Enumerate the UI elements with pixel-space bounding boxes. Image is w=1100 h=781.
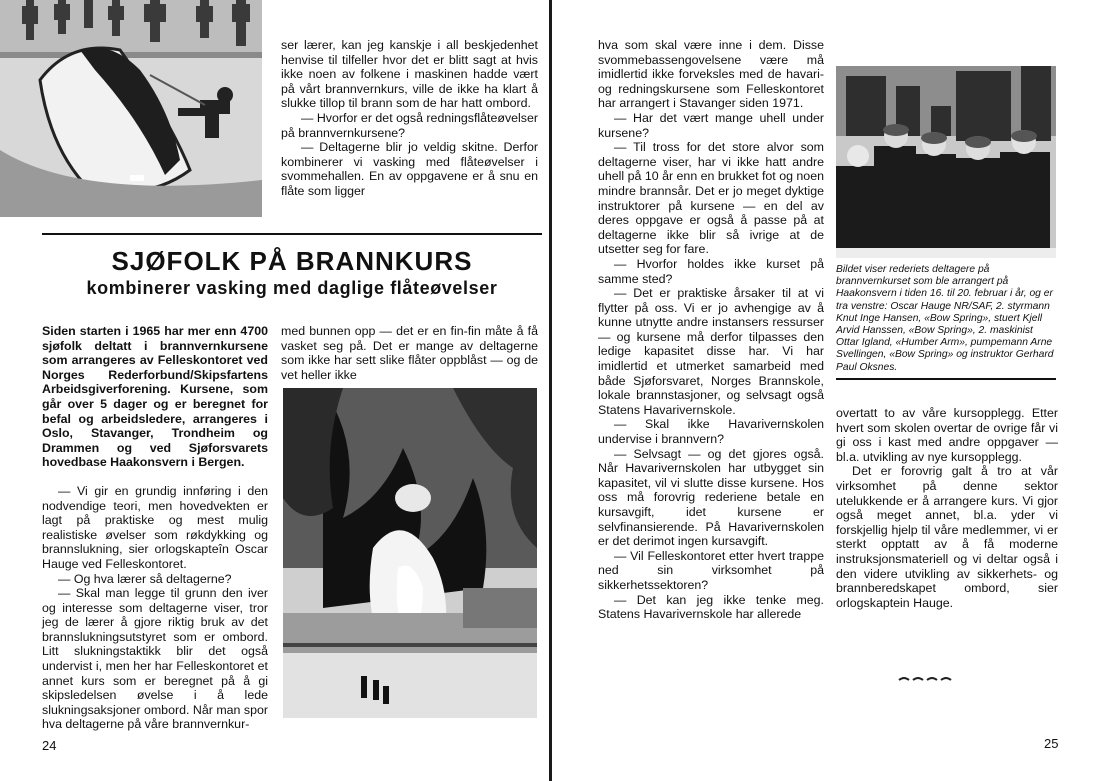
subhead: kombinerer vasking med daglige flåteøvelser bbox=[86, 278, 498, 298]
raft-photo bbox=[0, 0, 262, 217]
paragraph: hva som skal være inne i dem. Disse svommebassengovelsene være må imidlertid ikke forveksles med de havari- og redningskursene som Felleskontoret har arrangert i Stavanger siden 1971. bbox=[598, 38, 824, 111]
lead-column bbox=[42, 324, 268, 732]
paragraph: — Hvorfor holdes ikke kurset på samme sted? bbox=[598, 256, 824, 286]
paragraph: — Vil Felleskontoret etter hvert trappe ned sin virksomhet på sikkerhetssektoren? bbox=[598, 548, 824, 592]
paragraph: — Til tross for det store alvor som deltagerne viser, har vi ikke hatt andre uhell på 10 år enn en brukket fot og noen mindre brannsår. Det er jo meget dyktige instruktorer på kursene — en del av deres oppgave er også å passe på at deltagerne ikke blir så ivrige at de utsetter seg for fare. bbox=[598, 140, 824, 257]
page-number: 25 bbox=[1044, 736, 1059, 751]
paragraph: — Det er praktiske årsaker til at vi flytter på oss. Vi er jo avhengige av å kunne utnytte andre instansers ressurser — og kursene må derfor tilpasses den ledige kapasitet disse har. Vi har imidlertid et utmerket samarbeid med både Sjøforsvaret, Norges Brannskole, lokale brannstasjoner, og selvsagt også Statens Havarivernskole. bbox=[598, 286, 824, 417]
right-second-column bbox=[836, 406, 1058, 610]
page-number: 24 bbox=[42, 738, 57, 753]
paragraph: — Skal ikke Havarivernskolen undervise i brannvern? bbox=[598, 417, 824, 447]
second-column bbox=[281, 324, 538, 382]
right-page bbox=[552, 0, 1100, 781]
end-ornament-icon bbox=[897, 671, 957, 681]
lead-paragraph: Siden starten i 1965 har mer enn 4700 sjøfolk deltatt i brannvernkursene som arrangeres av Felleskontoret ved Norges Rederforbund/Skipsfartens Arbeidsgiverforening. Kursene, som går over 5 dager og er beregnet for befal og arbeidsledere, arrangeres i Oslo, Stavanger, Trondheim og Drammen og ved Sjøforsvarets hovedbase Haakonsvern i Bergen. bbox=[42, 324, 268, 470]
paragraph: overtatt to av våre kursopplegg. Etter hvert som skolen overtar de ovrige får vi gi oss i kast med andre oppgaver — bl.a. utvikling av nye kursopplegg. bbox=[836, 406, 1058, 464]
paragraph: — Det kan jeg ikke tenke meg. Statens Havarivernskole har allerede bbox=[598, 592, 824, 622]
paragraph: Det er forovrig galt å tro at vår virksomhet på denne sektor utelukkende er å arrangere kurs. Vi gjor også meget annet, bl.a. yder vi forskjellig hjelp til våre medlemmer, vi er sterkt opptatt av å få moderne instruksjonsmateriell og vi deltar også i den videre utvikling av sikkerhets- og brannberedskapet ombord, sier orlogskaptein Hauge. bbox=[836, 464, 1058, 610]
photo-caption: Bildet viser rederiets deltagere på brannvernkurset som ble arrangert på Haakonsvern i tiden 16. til 20. februar i år, og er tra venstre: Oscar Hauge NR/SAF, 2. styrmann Knut Inge Hansen, «Bow Spring», stuert Kjell Arvid Hanssen, «Bow Spring», 2. maskinist Ottar Igland, «Humber Arm», pumpemann Arne Svellingen, «Bow Spring» og instruktor Gerhard Paul Oksnes. bbox=[836, 264, 1054, 373]
participants-photo bbox=[836, 66, 1056, 258]
paragraph: — Selvsagt — og det gjores også. Når Havarivernskolen har utbygget sin kapasitet, vil vi slutte disse kursene. Hos oss må forovrig rederiene betale en kursavgift, idet kursene er selvfinansierende. På Havarivernskolen er det derimot ingen kursavgift. bbox=[598, 446, 824, 549]
paragraph: — Har det vært mange uhell under kursene? bbox=[598, 110, 824, 140]
top-text-column bbox=[281, 38, 538, 199]
paragraph: ser lærer, kan jeg kanskje i all beskjedenhet henvise til tilfeller hvor det er blitt sagt at hvis ikke noen av folkene i maskinen hadde vært på vårt brannvernkurs, ville de ikke ha klart å slukke tillop til brann som de har hatt ombord. bbox=[281, 38, 538, 111]
right-first-column bbox=[598, 38, 824, 622]
headline: SJØFOLK PÅ BRANNKURS bbox=[111, 246, 473, 276]
caption-rule bbox=[836, 378, 1056, 380]
headline-rule bbox=[42, 233, 542, 235]
paragraph: — Vi gir en grundig innføring i den nodvendige teori, men hovedvekten er lagt på praktiske og mest mulig realistiske øvelser som røkdykking og brannslukning, sier orlogskapteîn Oscar Hauge ved Felleskontoret. bbox=[42, 483, 268, 571]
paragraph: — Skal man legge til grunn den iver og interesse som deltagerne viser, tror jeg de lærer å gjore riktig bruk av det brannslukningsutstyret som er ombord. Litt slukningstaktikk blir det også undervist i, men her har Felleskontoret et annet kurs som er beregnet på å gi skipsledelsen øvelse i å lede slukningsaksjoner ombord. Når man spor hva deltagerne på våre brannvernkur- bbox=[42, 586, 268, 732]
paragraph: med bunnen opp — det er en fin-fin måte å få vasket seg på. Det er mange av deltagerne som ikke har sett slike flåter oppblåst — og de vet heller ikke bbox=[281, 324, 538, 382]
paragraph: — Hvorfor er det også redningsflåteøvelser på brannvernkursene? bbox=[281, 110, 538, 140]
fire-photo bbox=[283, 388, 537, 718]
paragraph: — Deltagerne blir jo veldig skitne. Derfor kombinerer vi vasking med flåteøvelser i svommehallen. En av oppgavene er å snu en flåte som ligger bbox=[281, 140, 538, 198]
paragraph: — Og hva lærer så deltagerne? bbox=[58, 571, 232, 586]
